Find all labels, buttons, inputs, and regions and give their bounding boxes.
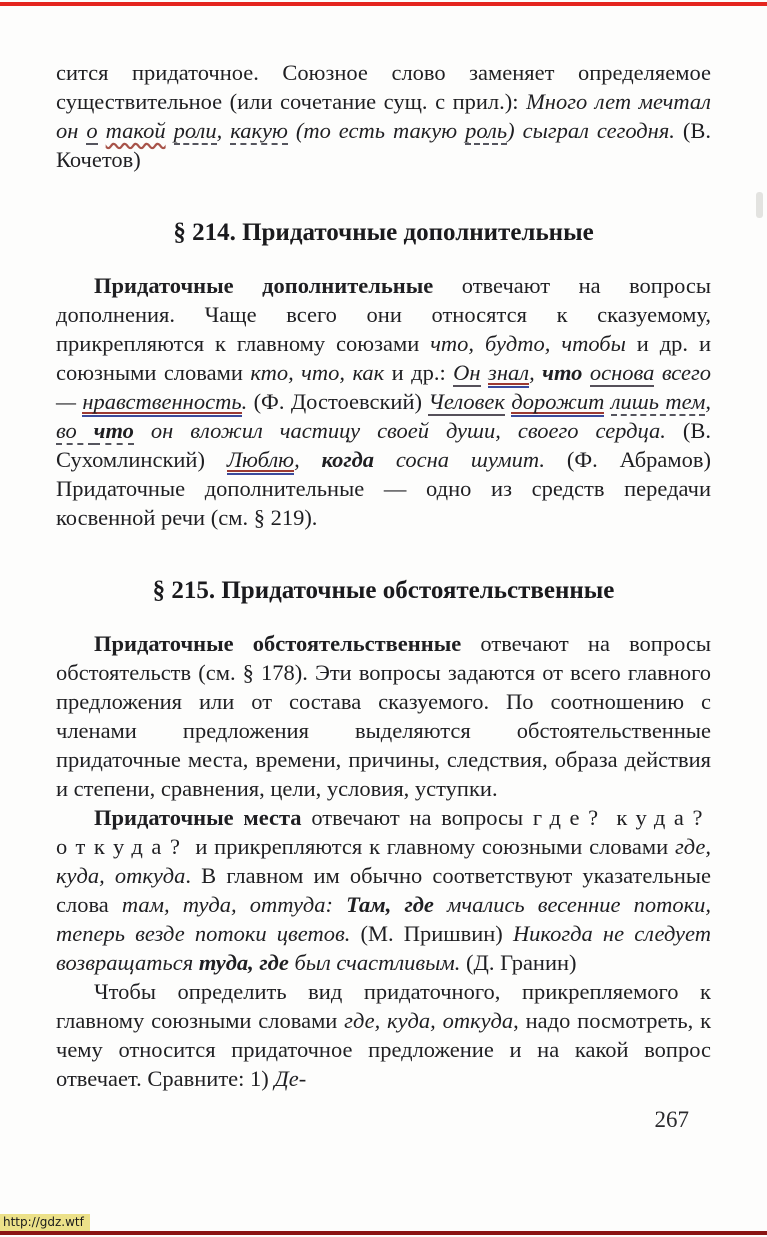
text-run: когда [321,447,375,472]
section-215-paragraph-3 [56,977,711,1093]
text-run: где, куда, откуда [56,834,711,888]
text-run: Придаточные дополнительные — одно из средств передачи косвенной речи (см. § 219). [56,476,711,530]
section-215-paragraph-2 [56,803,711,977]
text-run: отвечают на вопросы обстоятельств (см. § 178). Эти вопросы задаются от всего главного предложения или от состава сказуемого. По соотношению с членами предложения выделяются обстоятельственные придаточные места, времени, причины, следствия, образа действия и степени, сравнения, цели, условия, уступки. [56,631,711,801]
text-run: какую [230,118,288,143]
text-run: что, будто, чтобы [430,331,626,356]
text-run: и др.: [384,360,454,385]
intro-paragraph [56,58,711,174]
text-run: о [86,118,98,143]
text-run [604,389,610,414]
text-run: он вложил частицу своей души, своего сердца. [133,418,683,443]
section-215-paragraph-1 [56,629,711,803]
text-run: роли [173,118,217,143]
text-run: Там, где [346,892,434,917]
text-run: где? [532,805,607,830]
text-run [481,360,488,385]
text-run: . В главном им обычно соответствуют указательные слова [56,863,712,917]
text-run: Человек [428,389,505,414]
text-run: Много лет мечтал он [56,89,711,143]
text-run: откуда? [56,834,189,859]
text-run: кто, что, как [250,360,385,385]
text-run: (Ф. Абрамов) [566,447,712,472]
text-run: , [705,389,712,414]
text-run [98,118,106,143]
bottom-scan-line [0,1231,767,1235]
text-run: . [241,389,254,414]
text-run: отвечают на вопросы дополнения. Чаще всего они относятся к сказуемому, прикрепляются к главному союзами [56,273,711,356]
text-run: (М. Пришвин) [360,921,513,946]
text-run: Чтобы определить вид придаточного, прикрепляемого к главному союзными словами [56,979,711,1033]
text-run: (то есть такую [287,118,466,143]
text-run: где, куда, откуда [344,1008,514,1033]
text-run: туда, где [198,950,289,975]
text-run: роль [465,118,508,143]
text-run: там, туда, оттуда: [121,892,347,917]
text-run: (Д. Гранин) [466,950,577,975]
section-214-paragraph [56,271,711,532]
text-run: что [93,418,134,443]
section-215-heading: § 215. Придаточные обстоятельственные [152,577,615,604]
text-run: нравственность [82,389,241,417]
text-run: Придаточные места [94,805,312,830]
text-run: Придаточные дополнительные [94,273,462,298]
page-number: 267 [654,1107,689,1132]
text-run: сосна шумит. [374,447,567,472]
text-run: (В. Кочетов) [56,118,712,172]
text-run: , надо посмотреть, к чему относится придаточное предложение и на какой вопрос отвечает. Сравните: 1) [56,1008,711,1091]
text-run: (Ф. Достоевский) [253,389,429,414]
text-run: (В. Сухомлинский) [56,418,711,472]
text-run: , [294,447,322,472]
text-run: Никогда не следует возвращаться [56,921,711,975]
watermark: http://gdz.wtf [0,1214,90,1231]
text-run: и др. и союзными словами [56,331,712,385]
text-run: куда? [616,805,712,830]
text-run [582,360,589,385]
text-run: Он [453,360,481,385]
text-run: всего — [56,360,712,414]
text-run: ) сыграл сегодня. [507,118,683,143]
text-run: во [56,418,94,443]
text-run [607,805,617,830]
text-run: что [542,360,583,385]
text-run: и прикрепляются к главному союзными словами [188,834,675,859]
section-214-heading: § 214. Придаточные дополнительные [173,219,594,246]
text-run: , [216,118,231,143]
text-run: Люблю [227,447,294,475]
scan-artifact [756,192,763,218]
text-run: такой [105,118,166,143]
text-run: отвечают на вопросы [311,805,533,830]
text-run: Придаточные обстоятельственные [94,631,481,656]
text-run: дорожит [511,389,604,417]
text-run: основа [589,360,655,385]
text-run: лишь тем [610,389,706,414]
text-run: был счастливым. [288,950,467,975]
text-run: Де- [274,1066,307,1091]
text-run [166,118,174,143]
text-run: сится придаточное. Союзное слово заменяет определяемое существительное (или сочетание сущ. с прил.): [56,60,711,114]
text-run: знал [488,360,529,388]
text-run: мчались весенние потоки, теперь везде потоки цветов. [56,892,711,946]
text-run: , [529,360,543,385]
